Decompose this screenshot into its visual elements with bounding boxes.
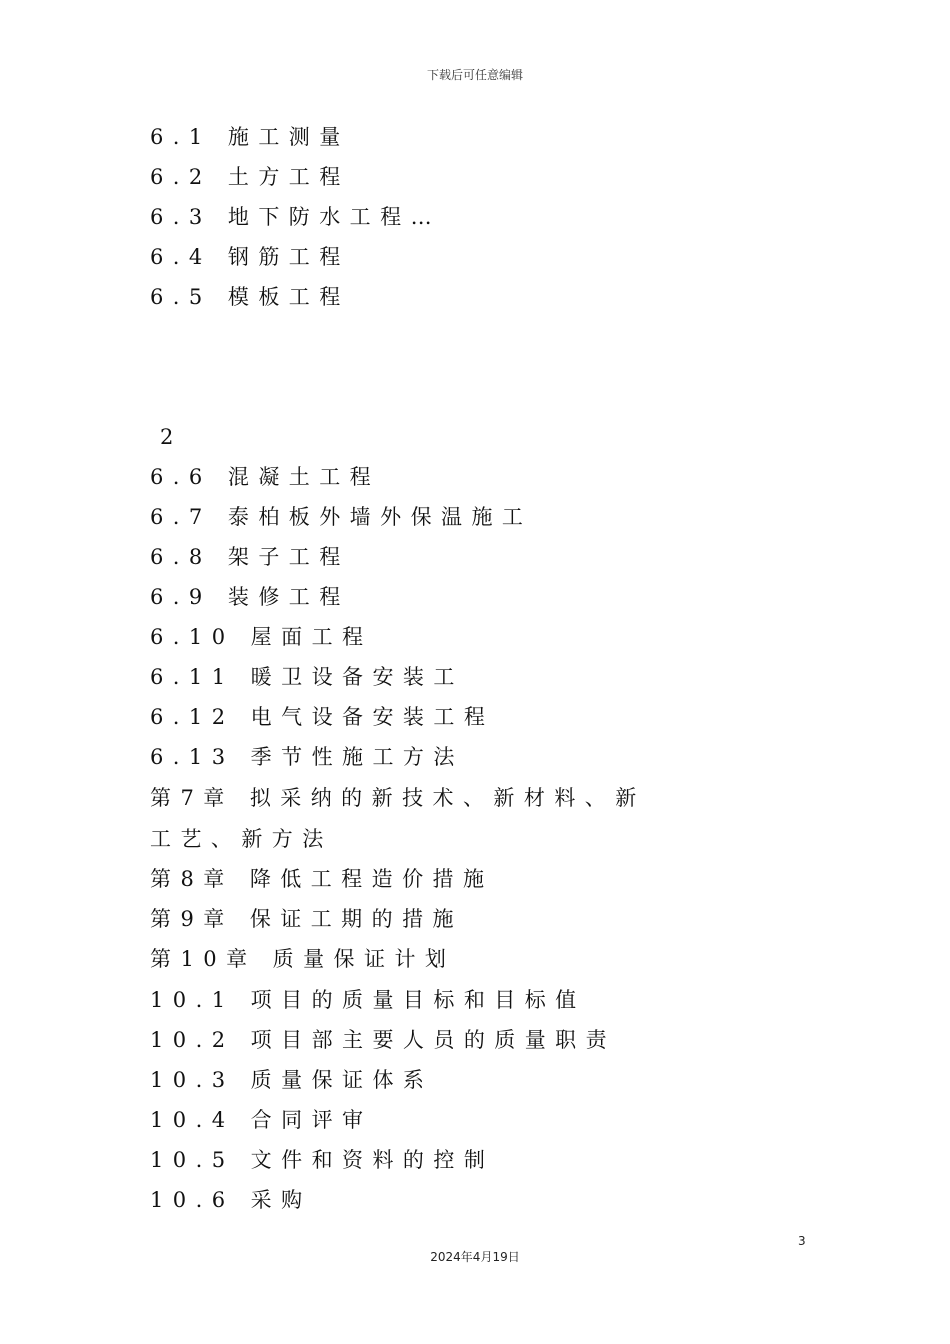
toc-line: 10.2 项目部主要人员的质量职责 xyxy=(150,1028,617,1052)
toc-line: 工艺、新方法 xyxy=(150,827,333,851)
toc-line: 6.10 屋面工程 xyxy=(150,625,373,649)
toc-line: 6.5 模板工程 xyxy=(150,285,350,309)
toc-line: 6.11 暖卫设备安装工 xyxy=(150,665,464,689)
toc-line: 6.9 装修工程 xyxy=(150,585,350,609)
toc-line: 6.3 地下防水工程… xyxy=(150,205,442,229)
toc-line: 6.2 土方工程 xyxy=(150,165,350,189)
toc-line: 第8章 降低工程造价措施 xyxy=(150,867,494,891)
toc-line: 6.8 架子工程 xyxy=(150,545,350,569)
page-break-number: 2 xyxy=(160,425,183,449)
toc-line: 10.4 合同评审 xyxy=(150,1108,373,1132)
toc-line: 第7章 拟采纳的新技术、新材料、新 xyxy=(150,786,646,810)
toc-line: 6.13 季节性施工方法 xyxy=(150,745,464,769)
toc-line: 第9章 保证工期的措施 xyxy=(150,907,463,931)
toc-line: 6.6 混凝土工程 xyxy=(150,465,381,489)
toc-line: 10.5 文件和资料的控制 xyxy=(150,1148,495,1172)
toc-line: 10.1 项目的质量目标和目标值 xyxy=(150,988,586,1012)
toc-line: 第10章 质量保证计划 xyxy=(150,947,456,971)
footer-date: 2024年4月19日 xyxy=(430,1250,520,1264)
toc-line: 6.12 电气设备安装工程 xyxy=(150,705,495,729)
toc-line: 6.4 钢筋工程 xyxy=(150,245,350,269)
toc-line: 10.6 采购 xyxy=(150,1188,312,1212)
page-header: 下载后可任意编辑 xyxy=(426,68,523,82)
page-number: 3 xyxy=(798,1234,806,1248)
toc-line: 6.7 泰柏板外墙外保温施工 xyxy=(150,505,533,529)
toc-line: 10.3 质量保证体系 xyxy=(150,1068,434,1092)
toc-line: 6.1 施工测量 xyxy=(150,125,350,149)
